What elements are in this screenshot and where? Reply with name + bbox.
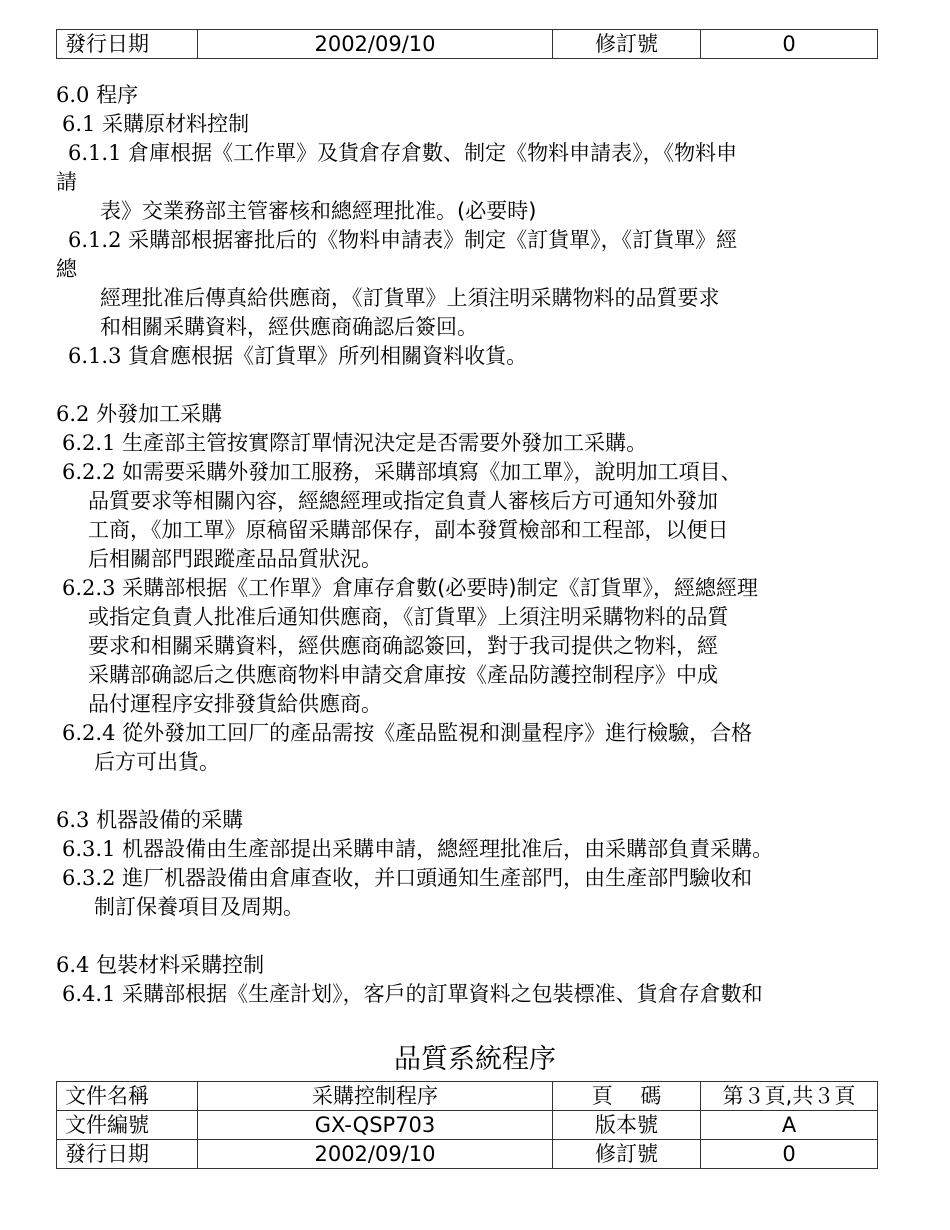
clause-6-1-1: 6.1.1 倉庫根据《工作單》及貨倉存倉數、制定《物料申請表》，《物料申 xyxy=(68,141,738,165)
clause-6-3-2: 6.3.2 進厂机器設備由倉庫查收，并口頭通知生產部門，由生產部門驗收和 xyxy=(62,866,753,890)
revision-label: 修訂號 xyxy=(553,30,701,59)
table-row xyxy=(57,1111,878,1140)
header-info-table xyxy=(56,29,878,59)
footer-info-table xyxy=(56,1081,878,1169)
revision-value: 0 xyxy=(701,1140,878,1169)
clause-line: 制訂保養項目及周期。 xyxy=(94,895,304,919)
revision-label: 修訂號 xyxy=(553,1140,701,1169)
page-value: 第３頁,共３頁 xyxy=(701,1082,878,1111)
clause-6-1-2: 6.1.2 采購部根据審批后的《物料申請表》制定《訂貨單》，《訂貨單》經 xyxy=(68,228,738,252)
clause-6-1-3: 6.1.3 貨倉應根据《訂貨單》所列相關資料收貨。 xyxy=(68,344,528,368)
clause-line: 總 xyxy=(56,257,77,281)
revision-value: 0 xyxy=(701,30,878,59)
clause-6-2-2: 6.2.2 如需要采購外發加工服務，采購部填寫《加工單》，說明加工項目、 xyxy=(62,460,742,484)
subsection-heading-6-2: 6.2 外發加工采購 xyxy=(56,402,223,426)
clause-line: 后相關部門跟蹤產品品質狀況。 xyxy=(88,547,382,571)
subsection-heading-6-1: 6.1 采購原材料控制 xyxy=(62,112,250,136)
clause-line: 和相關采購資料，經供應商确認后簽回。 xyxy=(100,315,478,339)
table-row xyxy=(57,30,878,59)
doc-name-label: 文件名稱 xyxy=(57,1082,198,1111)
clause-line: 經理批准后傳真給供應商，《訂貨單》上須注明采購物料的品質要求 xyxy=(100,286,720,310)
page-label: 頁 碼 xyxy=(553,1082,701,1111)
clause-line: 請 xyxy=(56,170,77,194)
issue-date-label: 發行日期 xyxy=(57,1140,198,1169)
doc-number-value: GX-QSP703 xyxy=(198,1111,553,1140)
clause-6-2-4: 6.2.4 從外發加工回厂的產品需按《產品監視和測量程序》進行檢驗，合格 xyxy=(62,721,753,745)
section-heading-6-0: 6.0 程序 xyxy=(56,83,139,107)
issue-date-label: 發行日期 xyxy=(57,30,198,59)
clause-line: 后方可出貨。 xyxy=(94,750,220,774)
subsection-heading-6-4: 6.4 包裝材料采購控制 xyxy=(56,953,265,977)
clause-6-4-1: 6.4.1 采購部根据《生產計划》，客戶的訂單資料之包裝標准、貨倉存倉數和 xyxy=(62,982,763,1006)
doc-name-value: 采購控制程序 xyxy=(198,1082,553,1111)
clause-line: 要求和相關采購資料，經供應商确認簽回，對于我司提供之物料，經 xyxy=(88,634,718,658)
doc-number-label: 文件編號 xyxy=(57,1111,198,1140)
subsection-heading-6-3: 6.3 机器設備的采購 xyxy=(56,808,244,832)
clause-6-2-3: 6.2.3 采購部根据《工作單》倉庫存倉數(必要時)制定《訂貨單》，經總經理 xyxy=(62,576,759,600)
table-row xyxy=(57,1082,878,1111)
clause-line: 品付運程序安排發貨給供應商。 xyxy=(88,692,382,716)
clause-line: 表》交業務部主管審核和總經理批准。(必要時) xyxy=(100,199,537,223)
issue-date-value: 2002/09/10 xyxy=(198,1140,553,1169)
clause-line: 工商，《加工單》原稿留采購部保存，副本發質檢部和工程部，以便日 xyxy=(88,518,729,542)
clause-6-2-1: 6.2.1 生產部主管按實際訂單情況決定是否需要外發加工采購。 xyxy=(62,431,648,455)
clause-6-3-1: 6.3.1 机器設備由生產部提出采購申請，總經理批准后，由采購部負責采購。 xyxy=(62,837,774,861)
version-value: A xyxy=(701,1111,878,1140)
clause-line: 品質要求等相關內容，經總經理或指定負責人審核后方可通知外發加 xyxy=(88,489,718,513)
version-label: 版本號 xyxy=(553,1111,701,1140)
clause-line: 或指定負責人批准后通知供應商，《訂貨單》上須注明采購物料的品質 xyxy=(88,605,729,629)
document-title: 品質系統程序 xyxy=(394,1044,556,1075)
clause-line: 采購部确認后之供應商物料申請交倉庫按《產品防護控制程序》中成 xyxy=(88,663,718,687)
issue-date-value: 2002/09/10 xyxy=(198,30,553,59)
table-row xyxy=(57,1140,878,1169)
